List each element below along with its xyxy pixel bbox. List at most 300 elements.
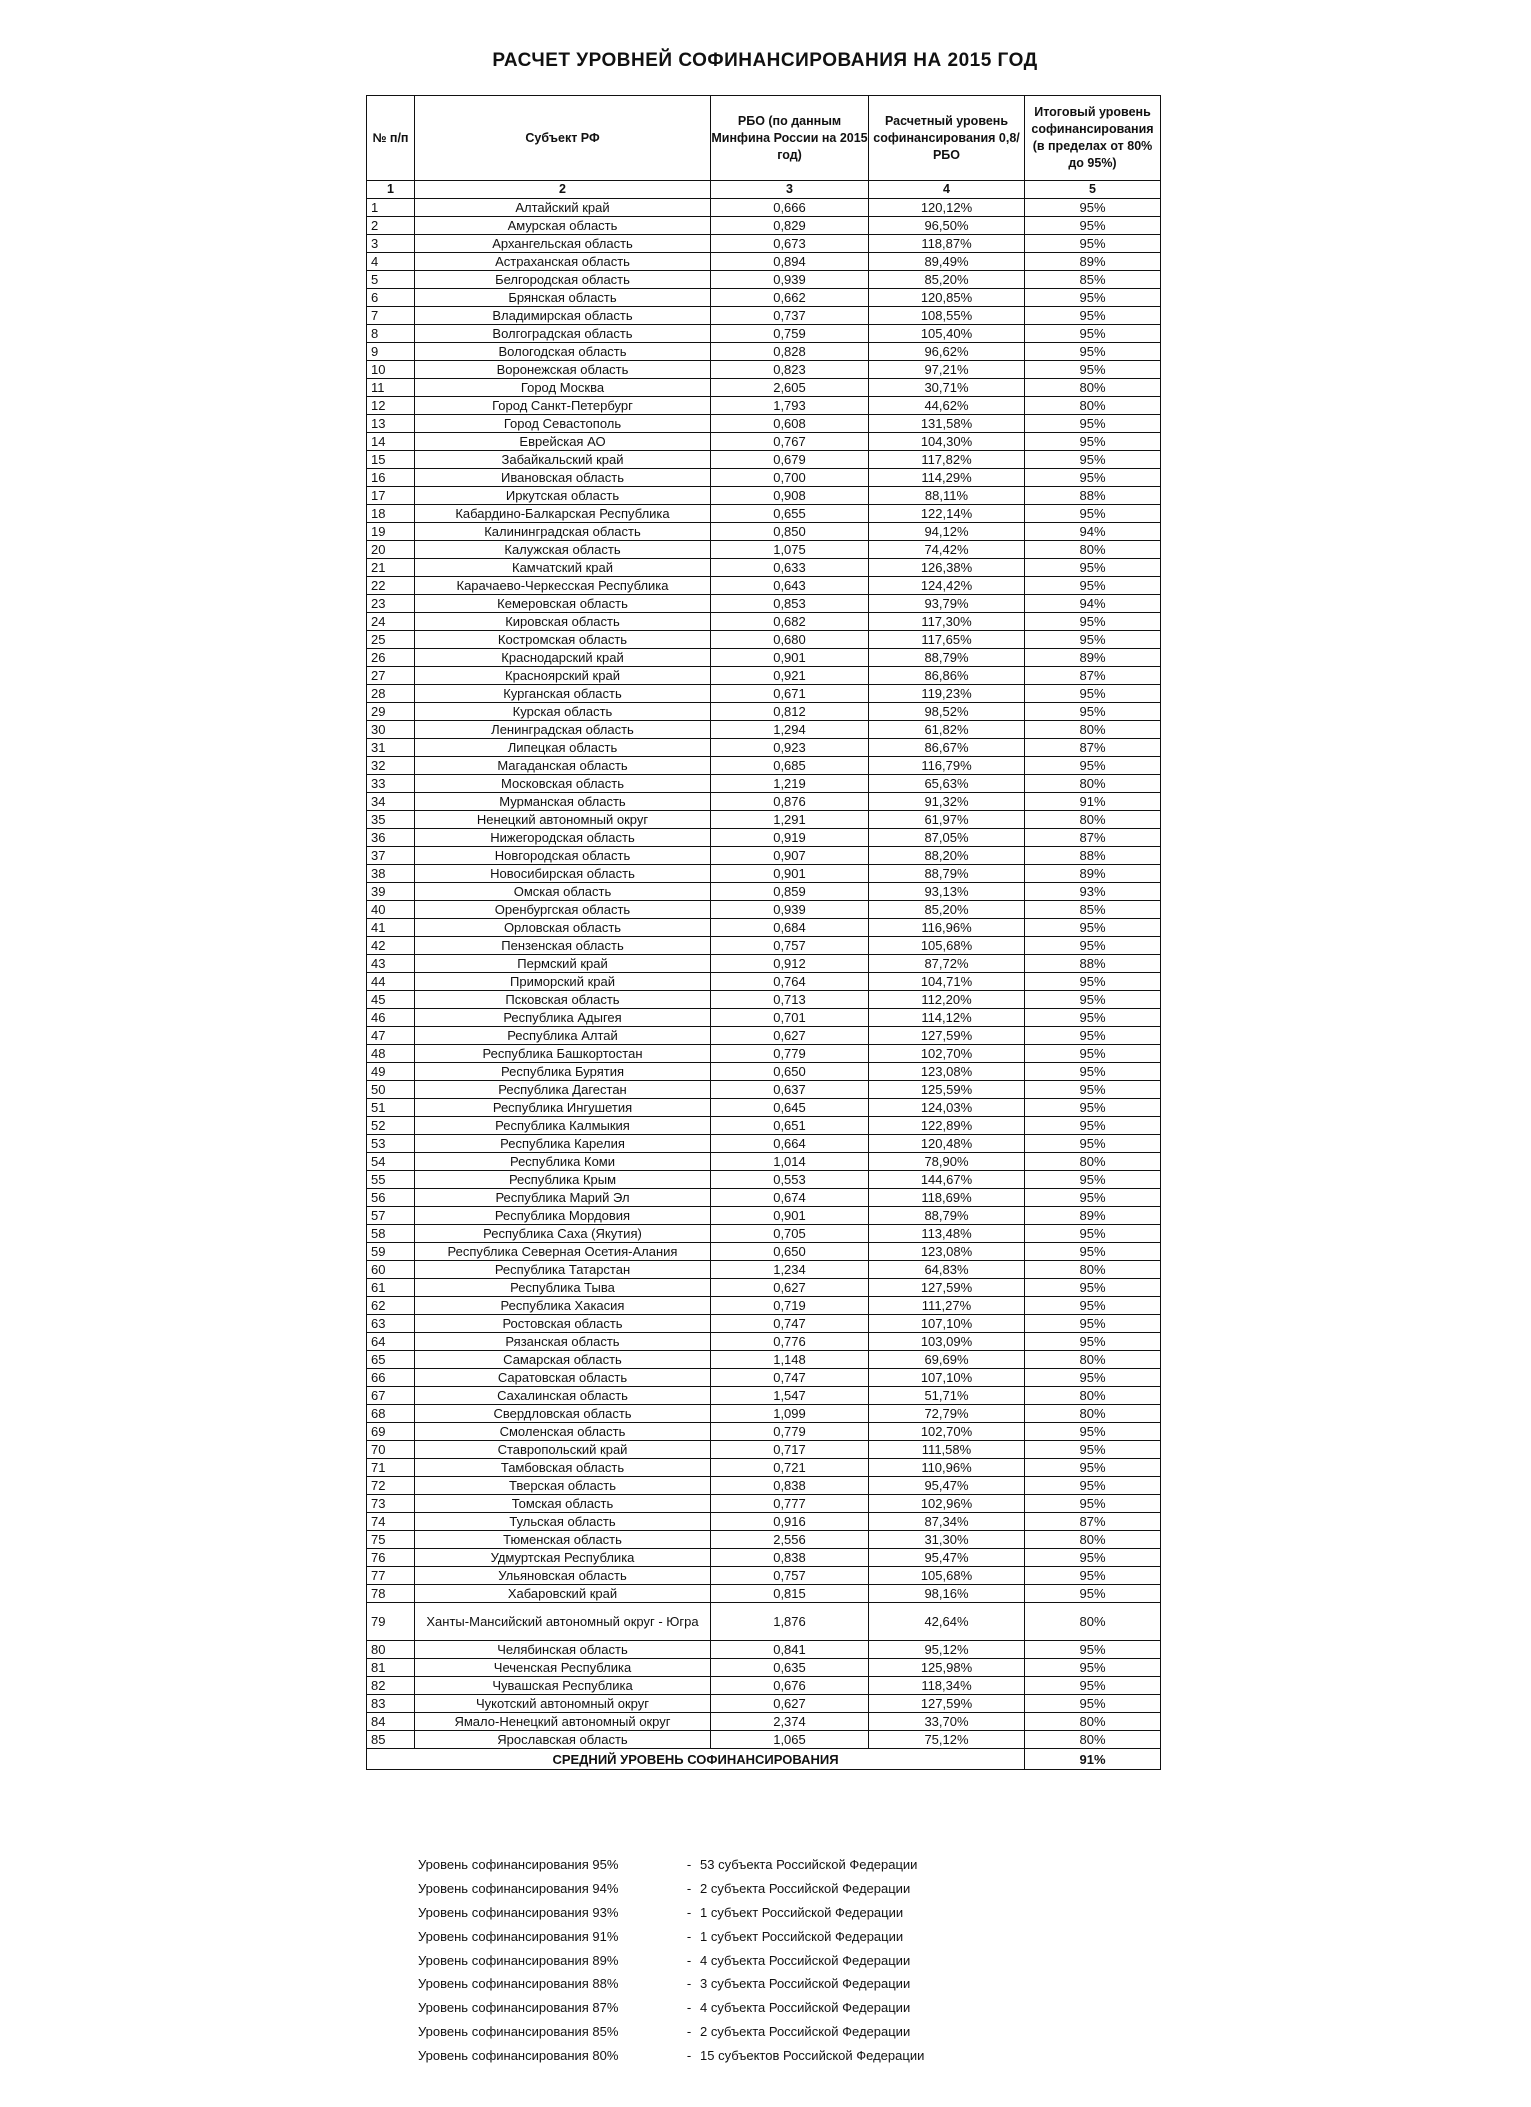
calc-level: 86,67% <box>869 739 1025 757</box>
final-level: 95% <box>1025 919 1161 937</box>
row-number: 84 <box>367 1713 415 1731</box>
rbo-value: 0,705 <box>711 1225 869 1243</box>
rbo-value: 0,759 <box>711 325 869 343</box>
row-number: 14 <box>367 433 415 451</box>
subject-name: Республика Дагестан <box>415 1081 711 1099</box>
row-number: 60 <box>367 1261 415 1279</box>
table-row <box>367 217 1161 235</box>
subject-name: Московская область <box>415 775 711 793</box>
subject-name: Республика Хакасия <box>415 1297 711 1315</box>
table-row <box>367 1659 1161 1677</box>
row-number: 75 <box>367 1531 415 1549</box>
rbo-value: 1,075 <box>711 541 869 559</box>
table-row <box>367 361 1161 379</box>
rbo-value: 0,779 <box>711 1423 869 1441</box>
row-number: 78 <box>367 1585 415 1603</box>
final-level: 95% <box>1025 937 1161 955</box>
summary-dash: - <box>686 2023 692 2039</box>
rbo-value: 0,664 <box>711 1135 869 1153</box>
calc-level: 116,96% <box>869 919 1025 937</box>
final-level: 95% <box>1025 1225 1161 1243</box>
final-level: 95% <box>1025 1495 1161 1513</box>
subject-name: Еврейская АО <box>415 433 711 451</box>
final-level: 95% <box>1025 505 1161 523</box>
calc-level: 120,85% <box>869 289 1025 307</box>
rbo-value: 0,908 <box>711 487 869 505</box>
rbo-value: 0,859 <box>711 883 869 901</box>
subject-name: Красноярский край <box>415 667 711 685</box>
final-level: 80% <box>1025 541 1161 559</box>
table-row <box>367 1531 1161 1549</box>
calc-level: 107,10% <box>869 1369 1025 1387</box>
table-row <box>367 649 1161 667</box>
row-number: 64 <box>367 1333 415 1351</box>
calc-level: 98,16% <box>869 1585 1025 1603</box>
rbo-value: 1,234 <box>711 1261 869 1279</box>
column-number: 1 <box>367 181 415 199</box>
calc-level: 94,12% <box>869 523 1025 541</box>
subject-name: Оренбургская область <box>415 901 711 919</box>
rbo-value: 1,014 <box>711 1153 869 1171</box>
rbo-value: 0,757 <box>711 937 869 955</box>
row-number: 8 <box>367 325 415 343</box>
subject-name: Тамбовская область <box>415 1459 711 1477</box>
subject-name: Кабардино-Балкарская Республика <box>415 505 711 523</box>
calc-level: 96,62% <box>869 343 1025 361</box>
row-number: 6 <box>367 289 415 307</box>
row-number: 79 <box>367 1603 415 1641</box>
calc-level: 87,05% <box>869 829 1025 847</box>
final-level: 80% <box>1025 1351 1161 1369</box>
rbo-value: 1,099 <box>711 1405 869 1423</box>
table-row <box>367 1153 1161 1171</box>
rbo-value: 2,374 <box>711 1713 869 1731</box>
calc-level: 131,58% <box>869 415 1025 433</box>
row-number: 33 <box>367 775 415 793</box>
final-level: 95% <box>1025 1549 1161 1567</box>
subject-name: Чеченская Республика <box>415 1659 711 1677</box>
rbo-value: 0,812 <box>711 703 869 721</box>
cofinancing-table <box>366 95 1161 1770</box>
row-number: 58 <box>367 1225 415 1243</box>
calc-level: 107,10% <box>869 1315 1025 1333</box>
row-number: 2 <box>367 217 415 235</box>
table-row <box>367 1081 1161 1099</box>
row-number: 29 <box>367 703 415 721</box>
rbo-value: 0,713 <box>711 991 869 1009</box>
subject-name: Ульяновская область <box>415 1567 711 1585</box>
table-row <box>367 1135 1161 1153</box>
rbo-value: 0,901 <box>711 865 869 883</box>
summary-count: 53 субъекта Российской Федерации <box>700 1857 918 1873</box>
final-level: 95% <box>1025 433 1161 451</box>
calc-level: 111,58% <box>869 1441 1025 1459</box>
subject-name: Тюменская область <box>415 1531 711 1549</box>
final-level: 95% <box>1025 577 1161 595</box>
table-row <box>367 1063 1161 1081</box>
final-level: 95% <box>1025 1315 1161 1333</box>
calc-level: 102,70% <box>869 1045 1025 1063</box>
table-row <box>367 991 1161 1009</box>
row-number: 43 <box>367 955 415 973</box>
row-number: 3 <box>367 235 415 253</box>
final-level: 80% <box>1025 721 1161 739</box>
final-level: 95% <box>1025 1695 1161 1713</box>
table-row <box>367 325 1161 343</box>
final-level: 95% <box>1025 1585 1161 1603</box>
table-row <box>367 1225 1161 1243</box>
table-row <box>367 667 1161 685</box>
table-row <box>367 415 1161 433</box>
table-row <box>367 1387 1161 1405</box>
calc-level: 64,83% <box>869 1261 1025 1279</box>
subject-name: Республика Ингушетия <box>415 1099 711 1117</box>
subject-name: Город Санкт-Петербург <box>415 397 711 415</box>
final-level: 95% <box>1025 1279 1161 1297</box>
row-number: 76 <box>367 1549 415 1567</box>
final-level: 87% <box>1025 829 1161 847</box>
row-number: 56 <box>367 1189 415 1207</box>
summary-item <box>418 1877 1058 1901</box>
row-number: 70 <box>367 1441 415 1459</box>
table-row <box>367 523 1161 541</box>
row-number: 21 <box>367 559 415 577</box>
final-level: 95% <box>1025 307 1161 325</box>
table-row <box>367 1495 1161 1513</box>
summary-count: 1 субъект Российской Федерации <box>700 1928 904 1944</box>
table-row <box>367 721 1161 739</box>
calc-level: 96,50% <box>869 217 1025 235</box>
subject-name: Республика Татарстан <box>415 1261 711 1279</box>
calc-level: 105,40% <box>869 325 1025 343</box>
rbo-value: 0,907 <box>711 847 869 865</box>
calc-level: 118,34% <box>869 1677 1025 1695</box>
final-level: 80% <box>1025 775 1161 793</box>
rbo-value: 1,547 <box>711 1387 869 1405</box>
subject-name: Сахалинская область <box>415 1387 711 1405</box>
table-row <box>367 271 1161 289</box>
subject-name: Владимирская область <box>415 307 711 325</box>
final-level: 80% <box>1025 1531 1161 1549</box>
row-number: 13 <box>367 415 415 433</box>
summary-list <box>418 1853 1058 2067</box>
row-number: 11 <box>367 379 415 397</box>
subject-name: Город Севастополь <box>415 415 711 433</box>
table-row <box>367 775 1161 793</box>
final-level: 88% <box>1025 487 1161 505</box>
table-row <box>367 1441 1161 1459</box>
calc-level: 30,71% <box>869 379 1025 397</box>
final-level: 80% <box>1025 1153 1161 1171</box>
subject-name: Забайкальский край <box>415 451 711 469</box>
subject-name: Саратовская область <box>415 1369 711 1387</box>
calc-level: 116,79% <box>869 757 1025 775</box>
calc-level: 87,34% <box>869 1513 1025 1531</box>
row-number: 67 <box>367 1387 415 1405</box>
row-number: 46 <box>367 1009 415 1027</box>
rbo-value: 0,919 <box>711 829 869 847</box>
rbo-value: 1,793 <box>711 397 869 415</box>
page-title: РАСЧЕТ УРОВНЕЙ СОФИНАНСИРОВАНИЯ НА 2015 ГОД <box>492 50 1038 71</box>
row-number: 71 <box>367 1459 415 1477</box>
final-level: 95% <box>1025 217 1161 235</box>
final-level: 91% <box>1025 793 1161 811</box>
final-level: 95% <box>1025 199 1161 217</box>
subject-name: Курганская область <box>415 685 711 703</box>
calc-level: 95,47% <box>869 1549 1025 1567</box>
subject-name: Калужская область <box>415 541 711 559</box>
rbo-value: 0,671 <box>711 685 869 703</box>
summary-dash: - <box>686 1857 692 1873</box>
summary-dash: - <box>686 2000 692 2016</box>
row-number: 25 <box>367 631 415 649</box>
subject-name: Республика Карелия <box>415 1135 711 1153</box>
column-number: 2 <box>415 181 711 199</box>
final-level: 95% <box>1025 1441 1161 1459</box>
calc-level: 51,71% <box>869 1387 1025 1405</box>
row-number: 39 <box>367 883 415 901</box>
subject-name: Республика Алтай <box>415 1027 711 1045</box>
rbo-value: 1,148 <box>711 1351 869 1369</box>
calc-level: 95,12% <box>869 1641 1025 1659</box>
final-level: 80% <box>1025 397 1161 415</box>
row-number: 48 <box>367 1045 415 1063</box>
subject-name: Ненецкий автономный округ <box>415 811 711 829</box>
calc-level: 88,20% <box>869 847 1025 865</box>
subject-name: Чукотский автономный округ <box>415 1695 711 1713</box>
summary-level: Уровень софинансирования 91% <box>418 1928 619 1944</box>
row-number: 41 <box>367 919 415 937</box>
row-number: 1 <box>367 199 415 217</box>
row-number: 7 <box>367 307 415 325</box>
calc-level: 102,96% <box>869 1495 1025 1513</box>
table-row <box>367 1405 1161 1423</box>
table-row <box>367 1549 1161 1567</box>
subject-name: Республика Тыва <box>415 1279 711 1297</box>
final-level: 95% <box>1025 1677 1161 1695</box>
table-row <box>367 793 1161 811</box>
subject-name: Калининградская область <box>415 523 711 541</box>
final-level: 93% <box>1025 883 1161 901</box>
rbo-value: 0,823 <box>711 361 869 379</box>
calc-level: 122,89% <box>869 1117 1025 1135</box>
rbo-value: 0,779 <box>711 1045 869 1063</box>
final-level: 80% <box>1025 1261 1161 1279</box>
final-level: 89% <box>1025 865 1161 883</box>
rbo-value: 0,633 <box>711 559 869 577</box>
row-number: 44 <box>367 973 415 991</box>
subject-name: Иркутская область <box>415 487 711 505</box>
table-row <box>367 541 1161 559</box>
subject-name: Город Москва <box>415 379 711 397</box>
subject-name: Мурманская область <box>415 793 711 811</box>
row-number: 57 <box>367 1207 415 1225</box>
row-number: 18 <box>367 505 415 523</box>
final-level: 95% <box>1025 1567 1161 1585</box>
subject-name: Астраханская область <box>415 253 711 271</box>
calc-level: 108,55% <box>869 307 1025 325</box>
subject-name: Тульская область <box>415 1513 711 1531</box>
subject-name: Ставропольский край <box>415 1441 711 1459</box>
subject-name: Республика Северная Осетия-Алания <box>415 1243 711 1261</box>
table-row <box>367 1261 1161 1279</box>
final-level: 94% <box>1025 523 1161 541</box>
calc-level: 123,08% <box>869 1063 1025 1081</box>
calc-level: 119,23% <box>869 685 1025 703</box>
summary-level: Уровень софинансирования 89% <box>418 1952 619 1968</box>
calc-level: 127,59% <box>869 1279 1025 1297</box>
calc-level: 102,70% <box>869 1423 1025 1441</box>
subject-name: Карачаево-Черкесская Республика <box>415 577 711 595</box>
subject-name: Смоленская область <box>415 1423 711 1441</box>
subject-name: Ямало-Ненецкий автономный округ <box>415 1713 711 1731</box>
final-level: 95% <box>1025 1081 1161 1099</box>
average-label: СРЕДНИЙ УРОВЕНЬ СОФИНАНСИРОВАНИЯ <box>367 1749 1025 1770</box>
row-number: 74 <box>367 1513 415 1531</box>
summary-count: 3 субъекта Российской Федерации <box>700 1976 911 1992</box>
calc-level: 113,48% <box>869 1225 1025 1243</box>
calc-level: 74,42% <box>869 541 1025 559</box>
calc-level: 114,29% <box>869 469 1025 487</box>
row-number: 10 <box>367 361 415 379</box>
subject-name: Тверская область <box>415 1477 711 1495</box>
subject-name: Вологодская область <box>415 343 711 361</box>
summary-count: 4 субъекта Российской Федерации <box>700 2000 911 2016</box>
rbo-value: 0,679 <box>711 451 869 469</box>
row-number: 26 <box>367 649 415 667</box>
table-row <box>367 1279 1161 1297</box>
table-row <box>367 829 1161 847</box>
calc-level: 98,52% <box>869 703 1025 721</box>
final-level: 95% <box>1025 1477 1161 1495</box>
header-calc: Расчетный уровень софинансирования 0,8/РБО <box>869 96 1025 181</box>
subject-name: Республика Саха (Якутия) <box>415 1225 711 1243</box>
rbo-value: 0,717 <box>711 1441 869 1459</box>
subject-name: Ивановская область <box>415 469 711 487</box>
subject-name: Республика Коми <box>415 1153 711 1171</box>
final-level: 95% <box>1025 559 1161 577</box>
row-number: 23 <box>367 595 415 613</box>
rbo-value: 0,777 <box>711 1495 869 1513</box>
subject-name: Свердловская область <box>415 1405 711 1423</box>
final-level: 89% <box>1025 1207 1161 1225</box>
final-level: 95% <box>1025 235 1161 253</box>
calc-level: 91,32% <box>869 793 1025 811</box>
header-subject: Субъект РФ <box>415 96 711 181</box>
final-level: 95% <box>1025 1135 1161 1153</box>
rbo-value: 0,553 <box>711 1171 869 1189</box>
table-row <box>367 631 1161 649</box>
row-number: 34 <box>367 793 415 811</box>
calc-level: 78,90% <box>869 1153 1025 1171</box>
final-level: 87% <box>1025 667 1161 685</box>
row-number: 30 <box>367 721 415 739</box>
table-row <box>367 1189 1161 1207</box>
final-level: 80% <box>1025 1405 1161 1423</box>
calc-level: 112,20% <box>869 991 1025 1009</box>
row-number: 77 <box>367 1567 415 1585</box>
final-level: 94% <box>1025 595 1161 613</box>
calc-level: 127,59% <box>869 1027 1025 1045</box>
subject-name: Республика Бурятия <box>415 1063 711 1081</box>
calc-level: 125,98% <box>869 1659 1025 1677</box>
row-number: 63 <box>367 1315 415 1333</box>
final-level: 95% <box>1025 415 1161 433</box>
table-row <box>367 1513 1161 1531</box>
final-level: 95% <box>1025 1063 1161 1081</box>
summary-dash: - <box>686 1928 692 1944</box>
subject-name: Рязанская область <box>415 1333 711 1351</box>
summary-count: 4 субъекта Российской Федерации <box>700 1952 911 1968</box>
calc-level: 61,82% <box>869 721 1025 739</box>
rbo-value: 0,939 <box>711 271 869 289</box>
rbo-value: 1,876 <box>711 1603 869 1641</box>
subject-name: Белгородская область <box>415 271 711 289</box>
subject-name: Хабаровский край <box>415 1585 711 1603</box>
table-row <box>367 1333 1161 1351</box>
final-level: 80% <box>1025 811 1161 829</box>
table-row <box>367 379 1161 397</box>
subject-name: Магаданская область <box>415 757 711 775</box>
row-number: 42 <box>367 937 415 955</box>
calc-level: 118,69% <box>869 1189 1025 1207</box>
summary-level: Уровень софинансирования 95% <box>418 1857 619 1873</box>
column-number: 3 <box>711 181 869 199</box>
final-level: 95% <box>1025 1171 1161 1189</box>
table-row <box>367 937 1161 955</box>
table-row <box>367 1207 1161 1225</box>
calc-level: 42,64% <box>869 1603 1025 1641</box>
row-number: 82 <box>367 1677 415 1695</box>
table-row <box>367 1171 1161 1189</box>
calc-level: 88,11% <box>869 487 1025 505</box>
row-number: 45 <box>367 991 415 1009</box>
summary-item <box>418 1924 1058 1948</box>
table-row <box>367 487 1161 505</box>
table-row <box>367 1459 1161 1477</box>
subject-name: Челябинская область <box>415 1641 711 1659</box>
row-number: 15 <box>367 451 415 469</box>
summary-item <box>418 1972 1058 1996</box>
calc-level: 72,79% <box>869 1405 1025 1423</box>
final-level: 95% <box>1025 1009 1161 1027</box>
subject-name: Ярославская область <box>415 1731 711 1749</box>
row-number: 37 <box>367 847 415 865</box>
calc-level: 88,79% <box>869 649 1025 667</box>
final-level: 95% <box>1025 1459 1161 1477</box>
rbo-value: 0,650 <box>711 1243 869 1261</box>
summary-level: Уровень софинансирования 80% <box>418 2047 619 2063</box>
final-level: 95% <box>1025 1659 1161 1677</box>
summary-item <box>418 1853 1058 1877</box>
table-row <box>367 757 1161 775</box>
table-row <box>367 577 1161 595</box>
calc-level: 120,48% <box>869 1135 1025 1153</box>
row-number: 28 <box>367 685 415 703</box>
rbo-value: 0,776 <box>711 1333 869 1351</box>
final-level: 85% <box>1025 901 1161 919</box>
rbo-value: 1,294 <box>711 721 869 739</box>
final-level: 95% <box>1025 685 1161 703</box>
rbo-value: 2,556 <box>711 1531 869 1549</box>
final-level: 80% <box>1025 1713 1161 1731</box>
calc-level: 105,68% <box>869 1567 1025 1585</box>
rbo-value: 0,838 <box>711 1549 869 1567</box>
table-row <box>367 235 1161 253</box>
rbo-value: 0,650 <box>711 1063 869 1081</box>
subject-name: Алтайский край <box>415 199 711 217</box>
row-number: 83 <box>367 1695 415 1713</box>
